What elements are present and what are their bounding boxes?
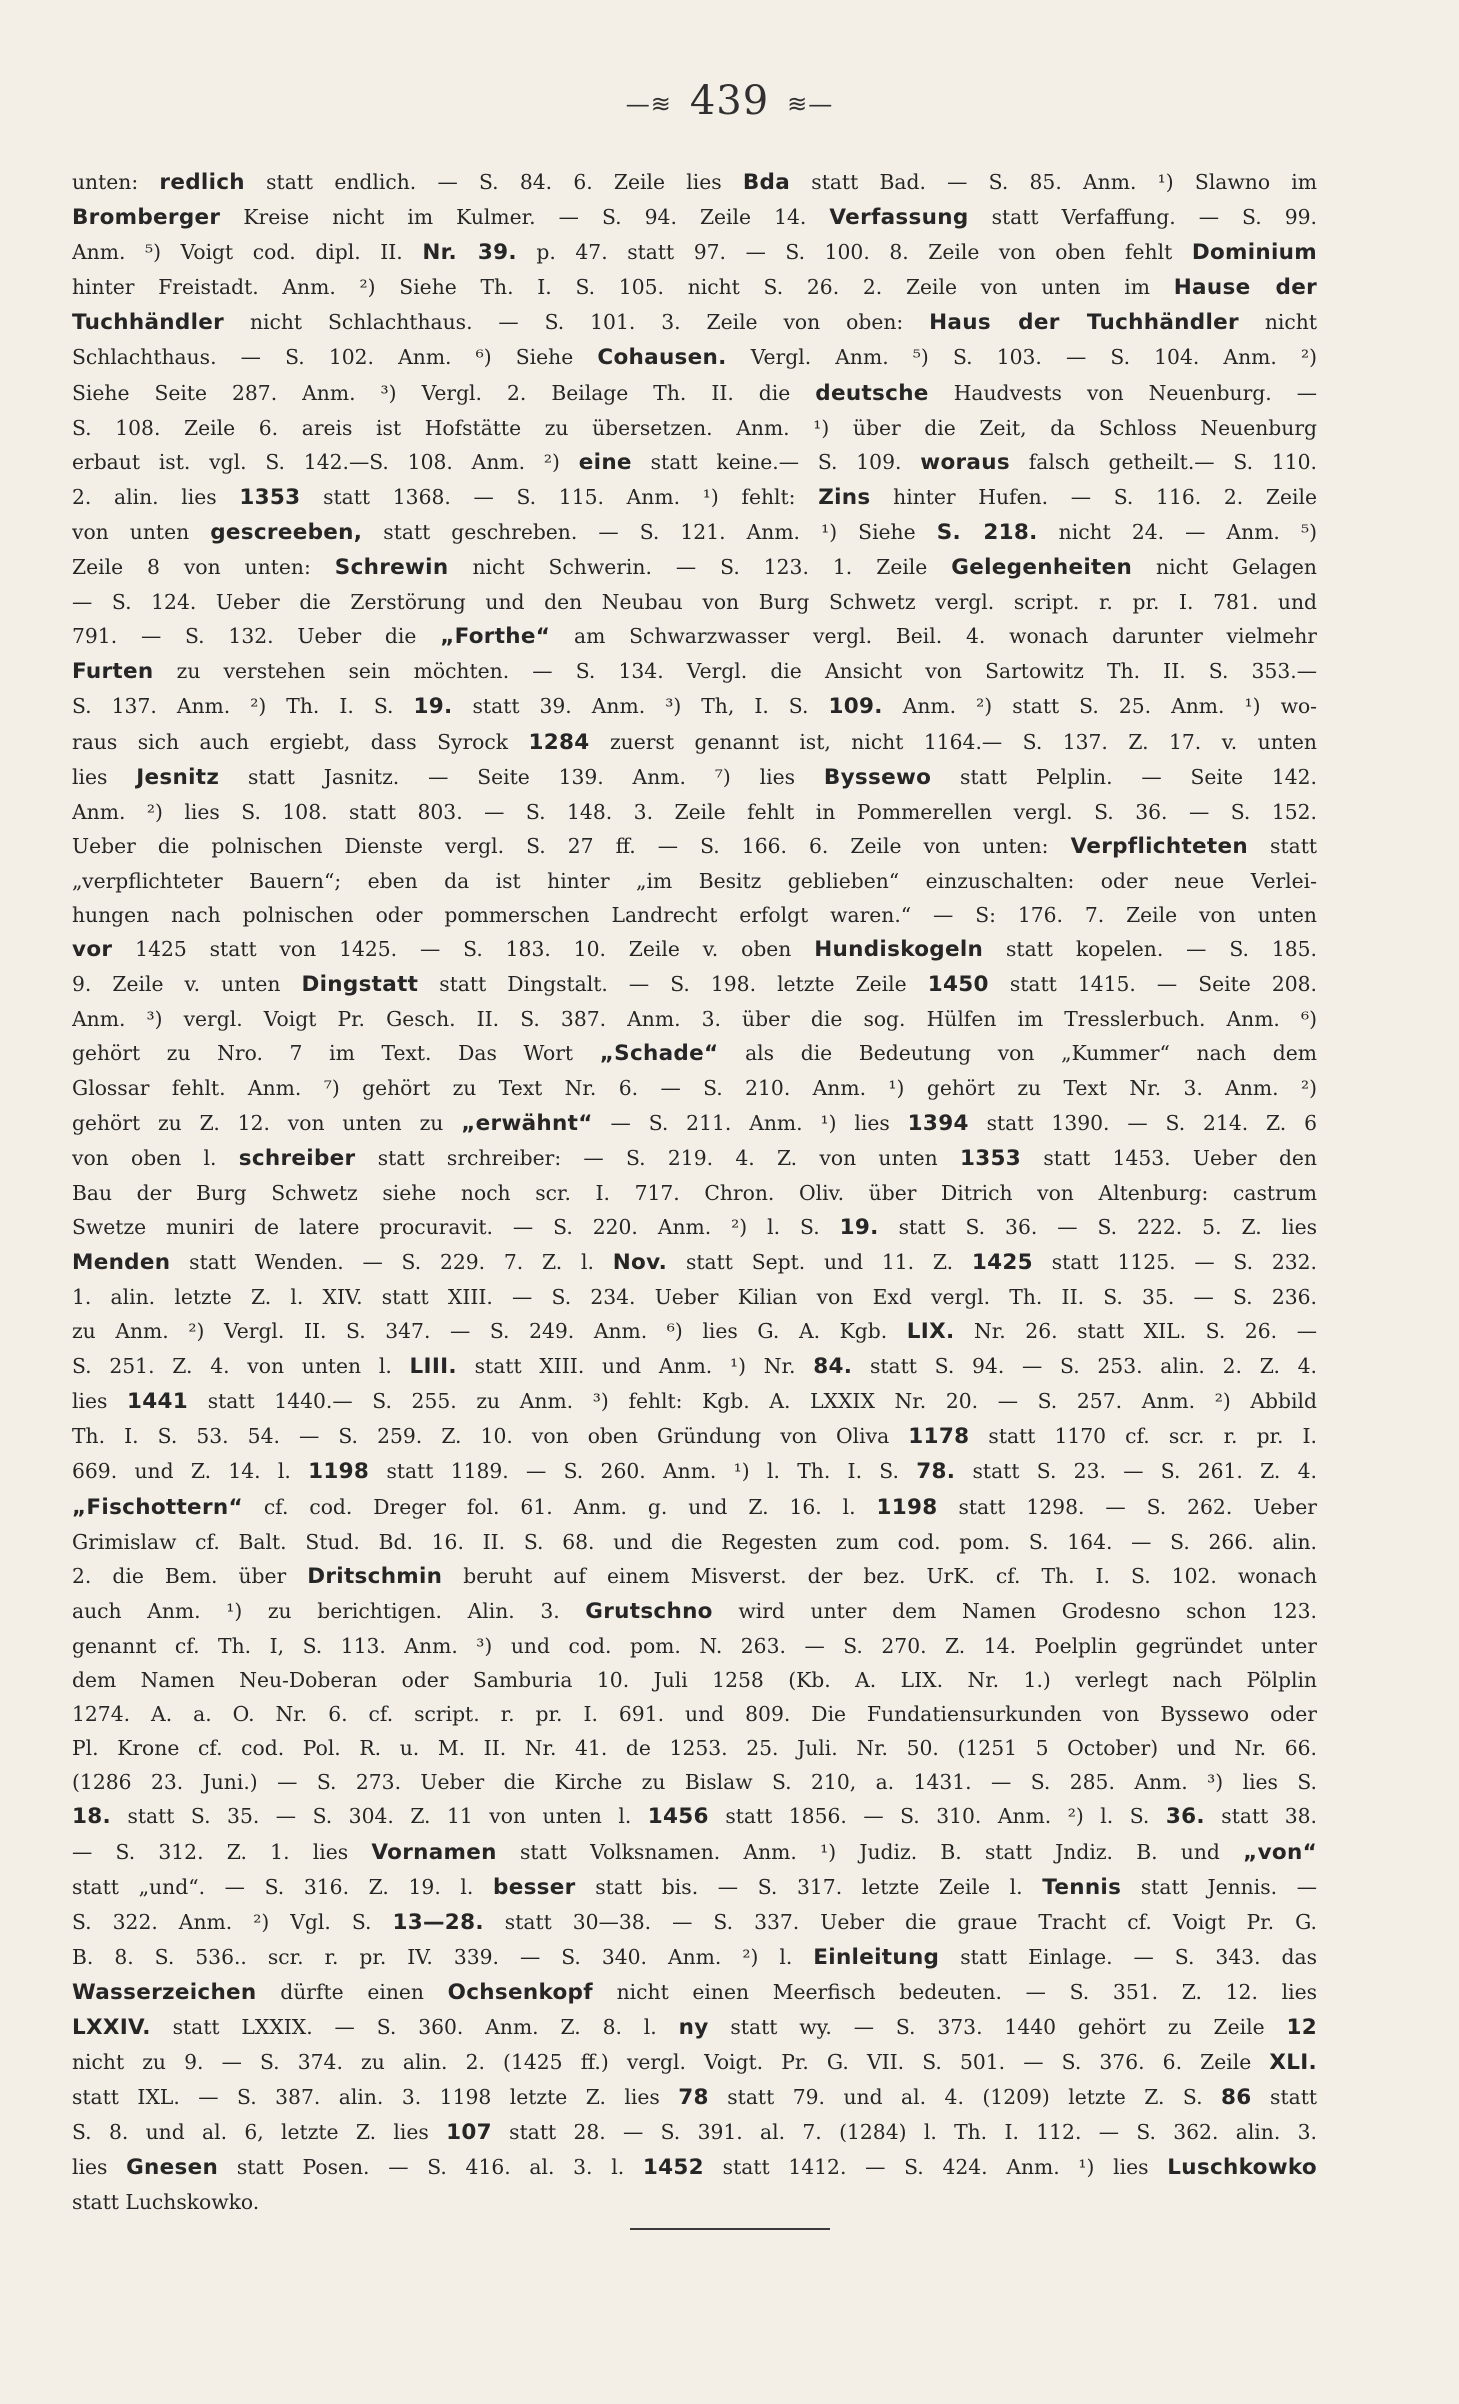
- text-line: 791. — S. 132. Ueber die „Forthe“ am Schwarzwasser vergl. Beil. 4. wonach darunter vielmehr: [72, 624, 1317, 650]
- text-line: Tuchhändler nicht Schlachthaus. — S. 101. 3. Zeile von oben: Haus der Tuchhändler nicht: [72, 310, 1317, 336]
- bold-correction: Tuchhändler: [72, 310, 225, 336]
- bold-correction: Tennis: [1042, 1874, 1122, 1900]
- text-line: (1286 23. Juni.) — S. 273. Ueber die Kirche zu Bislaw S. 210, a. 1431. — S. 285. Anm. ³) lies S.: [72, 1770, 1317, 1795]
- text-line: lies Jesnitz statt Jasnitz. — Seite 139. Anm. ⁷) lies Byssewo statt Pelplin. — Seite 142.: [72, 764, 1317, 790]
- bold-correction: redlich: [159, 170, 245, 195]
- text-line: — S. 124. Ueber die Zerstörung und den Neubau von Burg Schwetz vergl. script. r. pr. I. 781. und: [72, 590, 1317, 615]
- header-ornament-left: —≋: [625, 90, 672, 118]
- bold-correction: 109.: [828, 694, 883, 720]
- text-line: gehört zu Nro. 7 im Text. Das Wort „Schade“ als die Bedeutung von „Kummer“ nach dem: [72, 1041, 1317, 1067]
- bold-correction: 36.: [1165, 1804, 1205, 1830]
- bold-correction: 1456: [647, 1804, 709, 1830]
- bold-correction: ny: [678, 2014, 709, 2040]
- text-line: erbaut ist. vgl. S. 142.—S. 108. Anm. ²) eine statt keine.— S. 109. woraus falsch getheilt.— S. 110.: [72, 449, 1317, 475]
- bold-correction: „Schade“: [599, 1041, 719, 1067]
- text-line: Bau der Burg Schwetz siehe noch scr. I. 717. Chron. Oliv. über Ditrich von Altenburg: castrum: [72, 1180, 1317, 1205]
- text-line: 9. Zeile v. unten Dingstatt statt Dingstalt. — S. 198. letzte Zeile 1450 statt 1415. — Seite 208.: [72, 972, 1317, 998]
- bold-correction: Cohausen.: [597, 345, 727, 371]
- text-line: S. 137. Anm. ²) Th. I. S. 19. statt 39. Anm. ³) Th, I. S. 109. Anm. ²) statt S. 25. Anm. ¹) wo-: [72, 694, 1317, 720]
- bold-correction: 13—28.: [392, 1909, 484, 1935]
- bold-correction: S. 218.: [936, 519, 1038, 545]
- bold-correction: vor: [72, 937, 113, 963]
- bold-correction: LIII.: [409, 1354, 457, 1380]
- bold-correction: Dingstatt: [301, 972, 419, 998]
- bold-correction: 1441: [127, 1389, 189, 1415]
- page-number: 439: [689, 78, 770, 124]
- bold-correction: LIX.: [906, 1319, 955, 1345]
- bold-correction: 19.: [413, 694, 453, 720]
- text-line: Schlachthaus. — S. 102. Anm. ⁶) Siehe Cohausen. Vergl. Anm. ⁵) S. 103. — S. 104. Anm. ²): [72, 345, 1317, 371]
- bold-correction: 1425: [971, 1249, 1033, 1275]
- text-line: Anm. ⁵) Voigt cod. dipl. II. Nr. 39. p. 47. statt 97. — S. 100. 8. Zeile von oben fehlt Dominium: [72, 240, 1317, 266]
- bold-correction: deutsche: [815, 380, 929, 406]
- text-line: Th. I. S. 53. 54. — S. 259. Z. 10. von oben Gründung von Oliva 1178 statt 1170 cf. scr. r. pr. I.: [72, 1424, 1317, 1450]
- text-line: Anm. ²) lies S. 108. statt 803. — S. 148. 3. Zeile fehlt in Pommerellen vergl. S. 36. — S. 152.: [72, 799, 1317, 824]
- bold-correction: „Fischottern“: [72, 1494, 243, 1520]
- text-line: Swetze muniri de latere procuravit. — S. 220. Anm. ²) l. S. 19. statt S. 36. — S. 222. 5. Z. lies: [72, 1214, 1317, 1240]
- bold-correction: 1452: [642, 2155, 704, 2181]
- bold-correction: 78.: [916, 1459, 956, 1485]
- text-line: Furten zu verstehen sein möchten. — S. 134. Vergl. die Ansicht von Sartowitz Th. II. S. 353.—: [72, 659, 1317, 685]
- bold-correction: Verpflichteten: [1070, 833, 1248, 859]
- bold-correction: „erwähnt“: [461, 1110, 593, 1136]
- text-line: statt „und“. — S. 316. Z. 19. l. besser statt bis. — S. 317. letzte Zeile l. Tennis statt Jennis. —: [72, 1874, 1317, 1900]
- bold-correction: Nov.: [612, 1249, 668, 1275]
- bold-correction: LXXIV.: [72, 2014, 151, 2040]
- page-header: [0, 78, 1459, 124]
- bold-correction: Einleitung: [813, 1944, 940, 1970]
- bold-correction: Haus der Tuchhändler: [929, 310, 1239, 336]
- text-line: Grimislaw cf. Balt. Stud. Bd. 16. II. S. 68. und die Regesten zum cod. pom. S. 164. — S. 266. alin.: [72, 1529, 1317, 1554]
- text-line: dem Namen Neu-Doberan oder Samburia 10. Juli 1258 (Kb. A. LIX. Nr. 1.) verlegt nach Pölplin: [72, 1668, 1317, 1693]
- header-ornament-right: ≋—: [787, 90, 834, 118]
- bold-correction: 1198: [876, 1494, 938, 1520]
- bold-correction: 19.: [839, 1214, 879, 1240]
- bold-correction: Verfassung: [829, 205, 969, 231]
- text-line: S. 251. Z. 4. von unten l. LIII. statt XIII. und Anm. ¹) Nr. 84. statt S. 94. — S. 253. alin. 2. Z. 4.: [72, 1354, 1317, 1380]
- bold-correction: 1178: [908, 1424, 970, 1450]
- bold-correction: „Forthe“: [440, 624, 551, 650]
- text-line: zu Anm. ²) Vergl. II. S. 347. — S. 249. Anm. ⁶) lies G. A. Kgb. LIX. Nr. 26. statt XIL. S. 26. —: [72, 1319, 1317, 1345]
- bold-correction: Bromberger: [72, 205, 221, 231]
- text-line: 1. alin. letzte Z. l. XIV. statt XIII. — S. 234. Ueber Kilian von Exd vergl. Th. II. S. 35. — S. 236.: [72, 1285, 1317, 1309]
- text-line: nicht zu 9. — S. 374. zu alin. 2. (1425 ff.) vergl. Voigt. Pr. G. VII. S. 501. — S. 376. 6. Zeile XLI.: [72, 2050, 1317, 2076]
- bold-correction: schreiber: [238, 1145, 356, 1171]
- text-line: lies Gnesen statt Posen. — S. 416. al. 3. l. 1452 statt 1412. — S. 424. Anm. ¹) lies Luschkowko: [72, 2155, 1317, 2181]
- bold-correction: Gnesen: [126, 2155, 219, 2181]
- text-line: unten: redlich statt endlich. — S. 84. 6. Zeile lies Bda statt Bad. — S. 85. Anm. ¹) Slawno im: [72, 170, 1317, 195]
- bold-correction: Dritschmin: [307, 1563, 443, 1589]
- bold-correction: 1353: [960, 1145, 1022, 1171]
- text-line: 669. und Z. 14. l. 1198 statt 1189. — S. 260. Anm. ¹) l. Th. I. S. 78. statt S. 23. — S. 261. Z. 4.: [72, 1459, 1317, 1485]
- text-line: 2. die Bem. über Dritschmin beruht auf einem Misverst. der bez. UrK. cf. Th. I. S. 102. wonach: [72, 1563, 1317, 1589]
- text-line: Siehe Seite 287. Anm. ³) Vergl. 2. Beilage Th. II. die deutsche Haudvests von Neuenburg. —: [72, 380, 1317, 406]
- bold-correction: besser: [493, 1874, 576, 1900]
- text-line: Glossar fehlt. Anm. ⁷) gehört zu Text Nr. 6. — S. 210. Anm. ¹) gehört zu Text Nr. 3. Anm. ²): [72, 1076, 1317, 1101]
- bold-correction: woraus: [920, 449, 1010, 475]
- bold-correction: gescreeben,: [210, 519, 363, 545]
- text-line: 2. alin. lies 1353 statt 1368. — S. 115. Anm. ¹) fehlt: Zins hinter Hufen. — S. 116. 2. Zeile: [72, 484, 1317, 510]
- bold-correction: Schrewin: [334, 555, 449, 581]
- text-line: 1274. A. a. O. Nr. 6. cf. script. r. pr. I. 691. und 809. Die Fundatiensurkunden von Byssewo oder: [72, 1702, 1317, 1727]
- bold-correction: 84.: [813, 1354, 853, 1380]
- bold-correction: Bda: [742, 170, 791, 195]
- bold-correction: Vornamen: [371, 1839, 497, 1865]
- bold-correction: 1353: [239, 484, 301, 510]
- bold-correction: 1394: [907, 1110, 969, 1136]
- bold-correction: 1198: [308, 1459, 370, 1485]
- text-line: Bromberger Kreise nicht im Kulmer. — S. 94. Zeile 14. Verfassung statt Verfaffung. — S. 99.: [72, 205, 1317, 231]
- bold-correction: Zins: [818, 484, 871, 510]
- text-line: lies 1441 statt 1440.— S. 255. zu Anm. ³) fehlt: Kgb. A. LXXIX Nr. 20. — S. 257. Anm. ²) Abbild: [72, 1389, 1317, 1415]
- text-line: statt Luchskowko.: [72, 2190, 260, 2215]
- text-line: von unten gescreeben, statt geschreben. — S. 121. Anm. ¹) Siehe S. 218. nicht 24. — Anm. ⁵): [72, 519, 1317, 545]
- text-line: „Fischottern“ cf. cod. Dreger fol. 61. Anm. g. und Z. 16. l. 1198 statt 1298. — S. 262. Ueber: [72, 1494, 1317, 1520]
- text-line: hinter Freistadt. Anm. ²) Siehe Th. I. S. 105. nicht S. 26. 2. Zeile von unten im Hause der: [72, 275, 1317, 301]
- text-line: S. 108. Zeile 6. areis ist Hofstätte zu übersetzen. Anm. ¹) über die Zeit, da Schloss Neuenburg: [72, 415, 1317, 440]
- text-line: S. 322. Anm. ²) Vgl. S. 13—28. statt 30—38. — S. 337. Ueber die graue Tracht cf. Voigt Pr. G.: [72, 1909, 1317, 1935]
- bold-correction: Nr. 39.: [422, 240, 517, 266]
- text-line: raus sich auch ergiebt, dass Syrock 1284 zuerst genannt ist, nicht 1164.— S. 137. Z. 17. v. unten: [72, 729, 1317, 755]
- text-line: gehört zu Z. 12. von unten zu „erwähnt“ — S. 211. Anm. ¹) lies 1394 statt 1390. — S. 214. Z. 6: [72, 1110, 1317, 1136]
- text-line: vor 1425 statt von 1425. — S. 183. 10. Zeile v. oben Hundiskogeln statt kopelen. — S. 185.: [72, 937, 1317, 963]
- bold-correction: 18.: [72, 1804, 111, 1830]
- bold-correction: Ochsenkopf: [447, 1979, 593, 2005]
- bold-correction: Byssewo: [823, 764, 932, 790]
- bold-correction: Jesnitz: [136, 764, 220, 790]
- text-line: Pl. Krone cf. cod. Pol. R. u. M. II. Nr. 41. de 1253. 25. Juli. Nr. 50. (1251 5 October) und Nr. 66.: [72, 1736, 1317, 1761]
- bold-correction: Gelegenheiten: [951, 555, 1133, 581]
- text-line: Wasserzeichen dürfte einen Ochsenkopf nicht einen Meerfisch bedeuten. — S. 351. Z. 12. lies: [72, 1979, 1317, 2005]
- text-line: auch Anm. ¹) zu berichtigen. Alin. 3. Grutschno wird unter dem Namen Grodesno schon 123.: [72, 1598, 1317, 1624]
- bold-correction: Hause der: [1173, 275, 1317, 301]
- text-line: Zeile 8 von unten: Schrewin nicht Schwerin. — S. 123. 1. Zeile Gelegenheiten nicht Gelagen: [72, 555, 1317, 581]
- text-line: von oben l. schreiber statt srchreiber: — S. 219. 4. Z. von unten 1353 statt 1453. Ueber den: [72, 1145, 1317, 1171]
- text-line: LXXIV. statt LXXIX. — S. 360. Anm. Z. 8. l. ny statt wy. — S. 373. 1440 gehört zu Zeile 12: [72, 2014, 1317, 2040]
- bold-correction: 86: [1221, 2085, 1252, 2111]
- text-line: Ueber die polnischen Dienste vergl. S. 27 ff. — S. 166. 6. Zeile von unten: Verpflichteten statt: [72, 833, 1317, 859]
- text-line: „verpflichteter Bauern“; eben da ist hinter „im Besitz geblieben“ einzuschalten: oder neue Verlei-: [72, 868, 1317, 893]
- bold-correction: XLI.: [1269, 2050, 1317, 2076]
- text-line: S. 8. und al. 6, letzte Z. lies 107 statt 28. — S. 391. al. 7. (1284) l. Th. I. 112. — S. 362. alin. 3.: [72, 2120, 1317, 2146]
- bold-correction: 1450: [927, 972, 989, 998]
- text-line: — S. 312. Z. 1. lies Vornamen statt Volksnamen. Anm. ¹) Judiz. B. statt Jndiz. B. und „von“: [72, 1839, 1317, 1865]
- bold-correction: 1284: [528, 729, 590, 755]
- bold-correction: Menden: [72, 1249, 171, 1275]
- bold-correction: Grutschno: [585, 1598, 713, 1624]
- text-line: hungen nach polnischen oder pommerschen Landrecht erfolgt waren.“ — S: 176. 7. Zeile von unten: [72, 902, 1317, 927]
- bold-correction: Dominium: [1191, 240, 1317, 266]
- errata-text: [72, 165, 1317, 2220]
- end-rule-ornament: [0, 2218, 1459, 2237]
- bold-correction: 78: [678, 2085, 709, 2111]
- bold-correction: Wasserzeichen: [72, 1979, 257, 2005]
- text-line: B. 8. S. 536.. scr. r. pr. IV. 339. — S. 340. Anm. ²) l. Einleitung statt Einlage. — S. 343. das: [72, 1944, 1317, 1970]
- text-line: 18. statt S. 35. — S. 304. Z. 11 von unten l. 1456 statt 1856. — S. 310. Anm. ²) l. S. 36. statt 38.: [72, 1804, 1317, 1830]
- bold-correction: „von“: [1243, 1839, 1317, 1865]
- bold-correction: 12: [1286, 2014, 1317, 2040]
- text-line: Anm. ³) vergl. Voigt Pr. Gesch. II. S. 387. Anm. 3. über die sog. Hülfen im Tresslerbuch. Anm. ⁶): [72, 1007, 1317, 1032]
- bold-correction: eine: [578, 449, 632, 475]
- text-line: genannt cf. Th. I, S. 113. Anm. ³) und cod. pom. N. 263. — S. 270. Z. 14. Poelplin gegründet unter: [72, 1633, 1317, 1658]
- text-line: Menden statt Wenden. — S. 229. 7. Z. l. Nov. statt Sept. und 11. Z. 1425 statt 1125. — S. 232.: [72, 1249, 1317, 1275]
- bold-correction: Hundiskogeln: [814, 937, 984, 963]
- text-line: statt IXL. — S. 387. alin. 3. 1198 letzte Z. lies 78 statt 79. und al. 4. (1209) letzte Z. S. 86 statt: [72, 2085, 1317, 2111]
- bold-correction: Furten: [72, 659, 154, 685]
- bold-correction: Luschkowko: [1167, 2155, 1317, 2181]
- bold-correction: 107: [446, 2120, 492, 2146]
